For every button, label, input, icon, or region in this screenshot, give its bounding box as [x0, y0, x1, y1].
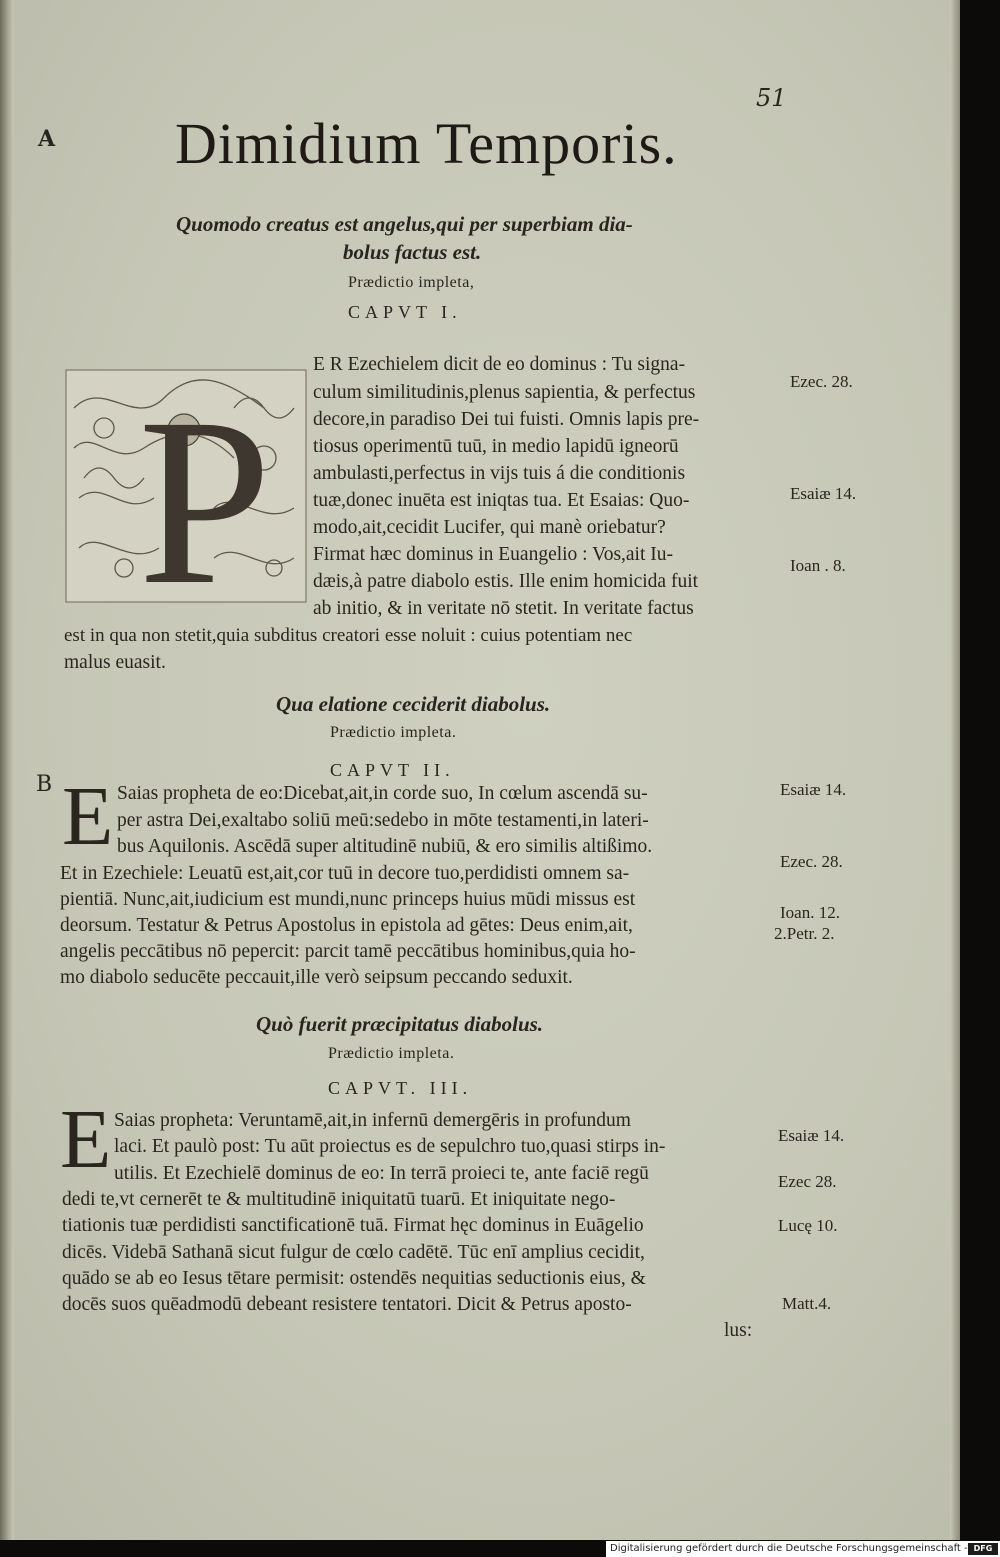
funding-footer — [606, 1541, 1000, 1557]
section-marker-a: A — [38, 126, 56, 152]
margin-note-ch3-1: Esaiæ 14. — [778, 1126, 845, 1145]
chapter1-line-12: malus euasit. — [64, 652, 166, 673]
folio-number: 51 — [756, 84, 787, 112]
chapter3-line-3: utilis. Et Ezechielē dominus de eo: In terrā proieci te, ante faciē regū — [114, 1163, 649, 1184]
chapter1-line-9: dæis,à patre diabolo estis. Ille enim homicida fuit — [313, 571, 699, 592]
page-edge — [950, 0, 960, 1540]
chapter1-heading-line1: Quomodo creatus est angelus,qui per superbiam dia- — [176, 212, 633, 236]
decorated-initial-p — [64, 368, 308, 604]
margin-note-ch1-3: Ioan . 8. — [790, 556, 846, 575]
chapter2-line-7: angelis peccātibus nō pepercit: parcit tamē peccātibus hominibus,quia ho- — [60, 941, 636, 962]
chapter3-line-4: dedi te,vt cernerēt te & multitudinē iniquitatū tuarū. Et iniquitate nego- — [62, 1189, 616, 1210]
chapter1-line-5: ambulasti,perfectus in vijs tuis á die conditionis — [313, 463, 686, 484]
chapter1-line-1: E R Ezechielem dicit de eo dominus : Tu signa- — [313, 354, 686, 375]
chapter3-line-8: docēs suos quēadmodū debeant resistere tentatori. Dicit & Petrus aposto- — [62, 1294, 632, 1315]
chapter3-line-7: quādo se ab eo Iesus tētare permisit: ostendēs nequitias seductionis eius, & — [62, 1268, 646, 1289]
footer-text: Digitalisierung gefördert durch die Deutsche Forschungsgemeinschaft - — [610, 1543, 968, 1554]
chapter1-line-4: tiosus operimentū tuū, in medio lapidū igneorū — [313, 436, 679, 457]
margin-note-ch3-2: Ezec 28. — [778, 1172, 837, 1191]
chapter2-line-8: mo diabolo seducēte peccauit,ille verò seipsum peccando seduxit. — [60, 967, 573, 988]
margin-note-ch2-3: Ioan. 12. — [780, 903, 840, 922]
chapter2-line-6: deorsum. Testatur & Petrus Apostolus in epistola ad gētes: Deus enim,ait, — [60, 915, 633, 936]
chapter3-line-5: tiationis tuæ perdidisti sanctificationē tuā. Firmat hęc dominus in Euāgelio — [62, 1215, 644, 1236]
chapter2-line-2: per astra Dei,exaltabo soliū meū:sedebo in mōte testamenti,in lateri- — [117, 810, 649, 831]
margin-note-ch3-3: Lucę 10. — [778, 1216, 838, 1235]
chapter2-line-4: Et in Ezechiele: Leuatū est,ait,cor tuū in decore tuo,perdidisti omnem sa- — [60, 863, 630, 884]
chapter1-line-3: decore,in paradiso Dei tui fuisti. Omnis lapis pre- — [313, 409, 700, 430]
margin-note-ch2-1: Esaiæ 14. — [780, 780, 847, 799]
chapter3-caput: CAPVT. III. — [328, 1078, 473, 1098]
chapter2-line-3: bus Aquilonis. Ascēdā super altitudinē nubiū, & ero similis altißimo. — [117, 836, 653, 857]
chapter1-line-6: tuæ,donec inuēta est iniqtas tua. Et Esaias: Quo- — [313, 490, 690, 511]
margin-note-ch2-2: Ezec. 28. — [780, 852, 843, 871]
chapter1-heading-line2: bolus factus est. — [343, 240, 482, 264]
chapter3-subtitle: Prædictio impleta. — [328, 1045, 455, 1062]
chapter3-line-9: lus: — [724, 1320, 753, 1341]
chapter3-line-1: Saias propheta: Veruntamē,ait,in infernū demergēris in profundum — [114, 1110, 631, 1131]
chapter3-initial: E — [60, 1093, 112, 1186]
margin-note-ch2-4: 2.Petr. 2. — [774, 924, 835, 943]
chapter3-line-2: laci. Et paulò post: Tu aūt proiectus es de sepulchro tuo,quasi stirps in- — [114, 1136, 666, 1157]
chapter3-line-6: dicēs. Videbā Sathanā sicut fulgur de cœlo cadētē. Tūc enī amplius cecidit, — [62, 1242, 645, 1263]
chapter1-line-8: Firmat hæc dominus in Euangelio : Vos,ait Iu- — [313, 544, 674, 565]
chapter1-line-10: ab initio, & in veritate nō stetit. In veritate factus — [313, 598, 694, 619]
chapter2-subtitle: Prædictio impleta. — [330, 724, 457, 741]
chapter2-caput: CAPVT II. — [330, 760, 455, 780]
chapter3-heading: Quò fuerit præcipitatus diabolus. — [256, 1012, 544, 1036]
margin-note-ch3-4: Matt.4. — [782, 1294, 832, 1313]
margin-note-ch1-1: Ezec. 28. — [790, 372, 853, 391]
ornament-icon — [64, 368, 308, 604]
page-gutter — [0, 0, 14, 1540]
chapter2-line-5: pientiā. Nunc,ait,iudicium est mundi,nunc princeps huius mūdi missus est — [60, 889, 636, 910]
chapter1-line-11: est in qua non stetit,quia subditus creatori esse noluit : cuius potentiam nec — [64, 625, 633, 646]
chapter2-line-1: Saias propheta de eo:Dicebat,ait,in corde suo, In cœlum ascendā su- — [117, 783, 648, 804]
page-title: Dimidium Temporis. — [175, 111, 678, 176]
chapter1-caput: CAPVT I. — [348, 302, 462, 322]
chapter1-line-2: culum similitudinis,plenus sapientia, & perfectus — [313, 382, 696, 403]
section-marker-b: B — [36, 772, 53, 797]
dfg-logo: DFG — [968, 1543, 998, 1555]
chapter1-subtitle: Prædictio impleta, — [348, 274, 475, 291]
svg-text:P: P — [138, 368, 272, 604]
chapter1-line-7: modo,ait,cecidit Lucifer, qui manè oriebatur? — [313, 517, 666, 538]
chapter2-heading: Qua elatione ceciderit diabolus. — [276, 692, 551, 716]
margin-note-ch1-2: Esaiæ 14. — [790, 484, 857, 503]
chapter2-initial: E — [62, 770, 114, 863]
